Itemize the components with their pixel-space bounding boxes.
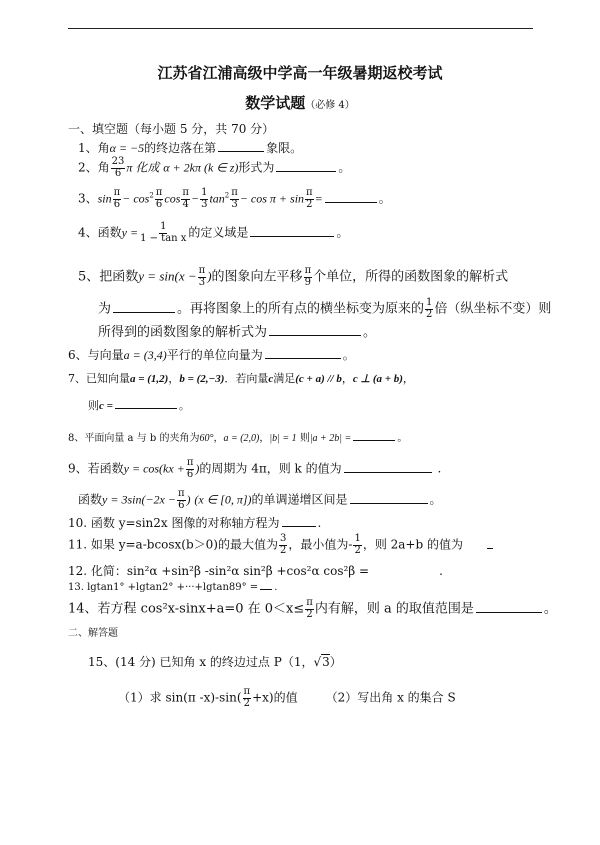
fraction	[304, 266, 313, 288]
q9-end: .	[437, 461, 442, 476]
fraction-den: 6	[114, 167, 122, 179]
q7-a: a = (1,2)	[130, 373, 169, 385]
question-9	[68, 458, 441, 480]
fraction-num: π	[231, 187, 238, 198]
question-13	[68, 580, 277, 594]
q8-b: |b| = 1	[269, 433, 297, 444]
question-1	[78, 140, 302, 155]
fraction-num: π	[198, 265, 206, 276]
q2-math2: α + 2kπ (k ∈ z)	[163, 160, 239, 175]
q4-lhs: y =	[121, 225, 139, 240]
fraction	[186, 458, 195, 480]
q8-end: 。	[397, 433, 408, 444]
fraction-num: π	[306, 597, 313, 608]
q9-line2-end: 。	[429, 492, 442, 507]
q5-line2c: 倍（纵坐标不变）则	[434, 301, 552, 317]
q2-end: 。	[338, 160, 351, 175]
fraction-den: 9	[304, 276, 312, 288]
q11-pre: 11. 如果 y=a-bcosx(b＞0)的最大值为	[68, 537, 278, 552]
fraction-num: π	[243, 686, 251, 697]
fraction	[425, 298, 433, 320]
q9-fn-close: )	[195, 461, 200, 476]
q7-b: b = (2,−3)	[179, 373, 225, 385]
fraction-den: 2	[243, 697, 250, 709]
q5-mid: 的图象向左平移	[211, 269, 303, 285]
fraction-num: 1	[201, 187, 208, 198]
question-2	[78, 157, 350, 179]
fraction-den: 1 − tan x	[140, 232, 187, 244]
q8-sep: ，	[213, 433, 224, 444]
q15-close: ）	[329, 655, 342, 669]
q5-line3: 所得到的函数图象的解析式为	[98, 325, 268, 340]
q7-sep: ，	[168, 372, 180, 385]
q1-math: α = −5	[109, 141, 145, 155]
question-7-line-2	[88, 397, 190, 413]
q6-pre: 6、与向量	[68, 348, 124, 362]
q15-p1-pre: （1）求 sin(π -x)-sin(	[118, 690, 242, 705]
fraction	[305, 598, 314, 620]
q7-comma: ，	[402, 372, 414, 385]
question-8	[68, 429, 407, 445]
fraction	[181, 188, 190, 210]
q9-line2-dom: (x ∈ [0, π])	[194, 492, 252, 507]
fraction	[177, 489, 186, 511]
q3-end: 。	[378, 191, 391, 206]
q14-post: 内有解，则 a 的取值范围是	[314, 601, 474, 617]
q8-angle: 60°	[199, 433, 214, 444]
paper-subtitle	[0, 92, 600, 113]
q4-end: 。	[336, 225, 349, 240]
q8-expr: |a + 2b| =	[309, 433, 352, 444]
q3-t4: −	[190, 191, 200, 206]
fraction-den: 2	[306, 608, 313, 620]
question-5-line-2	[98, 298, 551, 320]
fraction-num: 23	[111, 156, 125, 167]
q3-t3: cos	[164, 191, 181, 206]
fraction-num: π	[304, 265, 312, 276]
fraction-den: 2	[354, 544, 361, 556]
q11-post: ，则 2a+b 的值为	[362, 537, 463, 552]
fraction-num: π	[113, 187, 121, 198]
q12-text: 12. 化简：sin²α +sin²β -sin²α sin²β +cos²α cos²β =	[68, 564, 370, 578]
q3-t7: =	[314, 191, 323, 206]
q9-line2-post: 的单调递增区间是	[251, 492, 348, 507]
q7-sep2: ，	[341, 372, 353, 385]
question-14	[68, 598, 557, 620]
q2-pre: 2、角	[78, 160, 110, 175]
q12-end: .	[439, 564, 443, 578]
q9-line2-pre: 函数	[78, 492, 103, 507]
q10-end: .	[317, 516, 322, 530]
answer-blank[interactable]	[265, 347, 341, 359]
q5-pre: 5、把函数	[78, 269, 139, 285]
question-15	[88, 655, 342, 669]
q5-line2a: 为	[98, 301, 112, 317]
fraction-num: π	[155, 187, 163, 198]
q13-end: .	[274, 582, 278, 593]
q4-pre: 4、函数	[78, 225, 122, 240]
subject-label: 数学试题	[245, 94, 306, 112]
q3-pre: 3、	[78, 191, 98, 206]
q9-post: 的周期为 4π，则 k 的值为	[199, 461, 342, 476]
q5-end: 。	[363, 325, 377, 340]
q8-then: 则	[299, 433, 310, 444]
q3-t5: tan	[209, 191, 225, 206]
answer-blank[interactable]	[113, 301, 175, 313]
question-4	[78, 222, 348, 244]
fraction	[198, 266, 207, 288]
fraction	[111, 157, 126, 179]
question-5-line-3	[98, 324, 376, 341]
fraction-den: 3	[231, 198, 238, 210]
question-10	[68, 515, 321, 530]
fraction-den: 6	[155, 198, 163, 210]
fraction-den: 3	[198, 276, 206, 288]
exam-title: 江苏省江浦高级中学高一年级暑期返校考试	[157, 64, 443, 82]
fraction	[230, 188, 239, 210]
q2-math1: π 化成	[126, 160, 160, 175]
question-15-parts	[118, 687, 456, 709]
q8-pre: 8、平面向量 a 与 b 的夹角为	[68, 433, 200, 444]
q15-rad: 3	[322, 655, 330, 669]
answer-blank[interactable]	[476, 601, 542, 613]
question-11	[68, 534, 495, 556]
fraction	[139, 222, 187, 244]
question-7	[68, 372, 414, 386]
q10-text: 10. 函数 y=sin2x 图像的对称轴方程为	[68, 516, 280, 530]
fraction-den: 6	[186, 468, 194, 480]
q6-math: a = (3,4)	[123, 348, 167, 362]
q14-pre: 14、若方程 cos²x-sinx+a=0 在 0＜x≤	[68, 601, 305, 617]
fraction	[200, 188, 208, 210]
fraction-num: 1	[160, 221, 167, 232]
answer-blank[interactable]	[269, 324, 361, 336]
q14-end: 。	[543, 601, 557, 617]
q2-post: 形式为	[238, 160, 275, 175]
q7-line2-math: c =	[99, 400, 113, 412]
q9-pre: 9、若函数	[68, 461, 124, 476]
q4-post: 的定义域是	[188, 225, 249, 240]
question-12	[68, 564, 443, 578]
q7-line2: 则	[88, 399, 99, 412]
q7-c: c	[268, 373, 274, 385]
q1-pre: 1、角	[78, 141, 110, 155]
fraction-num: π	[177, 488, 185, 499]
q6-end: 。	[342, 348, 355, 362]
question-5	[78, 266, 508, 288]
q7-cond2: c ⊥ (a + b)	[352, 373, 403, 385]
fraction-num: π	[182, 187, 189, 198]
fraction-num: 1	[426, 297, 433, 308]
fraction-den: 6	[113, 198, 121, 210]
q5-fn-close: )	[207, 268, 212, 284]
fraction-num: 3	[280, 533, 287, 544]
answer-blank[interactable]	[260, 580, 272, 590]
header-rule	[68, 28, 533, 29]
section-answer-heading: 二、解答题	[68, 628, 118, 639]
q6-post: 平行的单位向量为	[166, 348, 263, 362]
section-fill-blank-heading: 一、填空题（每小题 5 分，共 70 分）	[68, 122, 275, 136]
q15-pre: 15、(14 分) 已知角 x 的终边过点 P（1，	[88, 655, 314, 669]
fraction-den: 3	[201, 198, 208, 210]
q7-cond1-pre: 满足	[273, 372, 296, 385]
fraction-num: π	[306, 187, 313, 198]
q1-post: 的终边落在第	[144, 141, 217, 155]
fraction-den: 2	[426, 308, 433, 320]
fraction-den: 2	[306, 198, 313, 210]
answer-blank[interactable]	[115, 397, 177, 409]
q8-sep2: ，	[259, 433, 270, 444]
q3-t2: − cos	[122, 191, 150, 206]
answer-blank[interactable]	[218, 140, 264, 152]
answer-blank[interactable]	[487, 537, 493, 549]
fraction-den: 4	[182, 198, 189, 210]
fraction-den: 6	[178, 499, 185, 511]
answer-blank[interactable]	[276, 160, 336, 172]
q1-tail: 象限。	[266, 141, 303, 155]
answer-blank[interactable]	[325, 191, 377, 203]
fraction	[353, 534, 361, 556]
q3-t6: − cos π + sin	[239, 191, 305, 206]
q5-post: 个单位，所得的函数图象的解析式	[313, 269, 509, 285]
q9-fn: y = cos(kx +	[123, 461, 185, 476]
q15-p1-post: +x)的值	[252, 690, 298, 705]
answer-blank[interactable]	[250, 225, 334, 237]
fraction-den: 2	[280, 544, 287, 556]
q15-p2: （2）写出角 x 的集合 S	[325, 690, 456, 705]
q7-mid: ．若向量	[224, 372, 269, 385]
answer-blank[interactable]	[353, 429, 395, 441]
q13-text: 13. lgtan1° +lgtan2° +···+lgtan89° =	[68, 582, 259, 593]
answer-blank[interactable]	[282, 515, 316, 527]
question-9-line-2	[78, 489, 442, 511]
q5-fn: y = sin(x −	[138, 268, 197, 284]
subject-note: （必修 4）	[305, 100, 355, 111]
fraction	[113, 188, 122, 210]
q9-line2-close: )	[186, 492, 191, 507]
answer-blank[interactable]	[350, 492, 428, 504]
q5-line2b: 。再将图象上的所有点的横坐标变为原来的	[177, 301, 425, 317]
fraction-num: π	[186, 457, 194, 468]
fraction	[305, 188, 314, 210]
fraction	[279, 534, 287, 556]
fraction	[243, 687, 252, 709]
question-6	[68, 347, 355, 362]
sqrt-symbol: √	[313, 655, 322, 669]
q11-mid: ，最小值为-	[288, 537, 353, 552]
q3-t1: sin	[97, 191, 112, 206]
fraction-num: 1	[354, 533, 361, 544]
question-3: 3、sin $\frac{\pi}{6}$ − $\cos^2$ $\frac{\pi}{6}$ cos $\frac{\pi}{4}$ − $\frac{1}{3}$ $\tan^2$ $\frac{\pi}{3}$ − cos π + sin $\frac{\pi}{2}$ = 。	[78, 187, 391, 210]
fraction	[155, 188, 164, 210]
q9-line2-fn: y = 3sin(−2x −	[102, 492, 176, 507]
q7-end: 。	[178, 399, 190, 412]
answer-blank[interactable]	[344, 461, 432, 473]
q7-pre: 7、已知向量	[68, 372, 130, 385]
q8-a: a = (2,0)	[223, 433, 260, 444]
q7-cond1: (c + a) // b	[295, 373, 342, 385]
